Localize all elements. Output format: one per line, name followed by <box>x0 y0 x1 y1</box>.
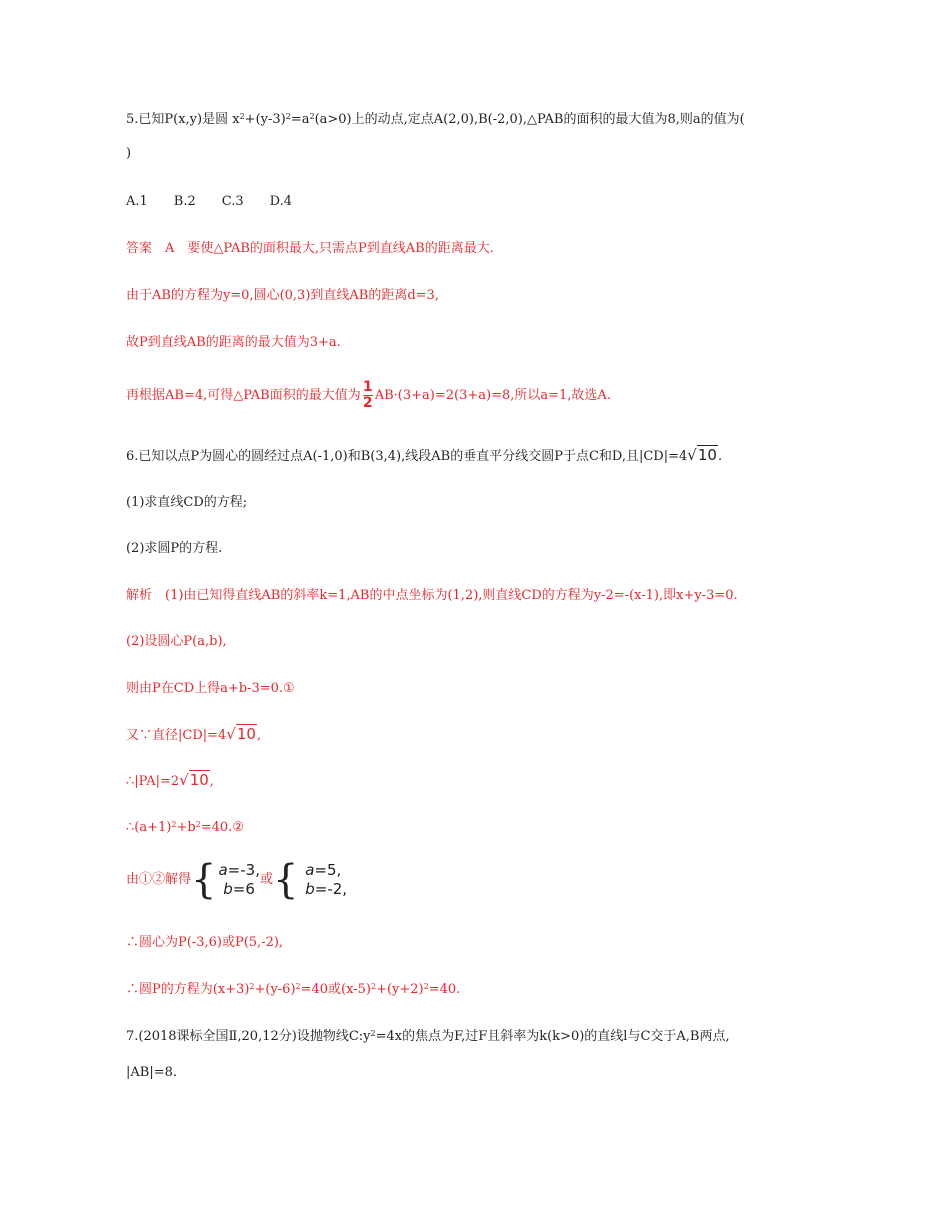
q6-solution-line-2: (2)设圆心P(a,b), <box>126 634 227 649</box>
exponent: 2 <box>295 982 301 991</box>
q6-solution-line-4-end: , <box>256 728 262 743</box>
fraction-numerator: 1 <box>362 379 373 395</box>
fraction-one-half <box>363 380 373 411</box>
q6-stem-text: 6.已知以点P为圆心的圆经过点A(-1,0)和B(3,4),线段AB的垂直平分线交圆P于点C和D,且|CD|=4 <box>126 449 688 464</box>
q6-solution-line-4 <box>126 725 261 745</box>
q6-solution-line-9-a: ∴圆P的方程为(x+3) <box>126 982 250 997</box>
sqrt-radical: √10 <box>226 725 256 743</box>
sqrt-radicand: 10 <box>697 446 717 464</box>
q5-option-b: B.2 <box>173 194 196 209</box>
q6-stem-end: . <box>717 449 723 464</box>
q5-stem-text-3: =a <box>290 112 310 127</box>
or-text: 或 <box>259 872 273 887</box>
q6-solution-line-6-a: ∴(a+1) <box>126 820 172 835</box>
sqrt-radicand: 10 <box>236 725 256 743</box>
q5-exponent-2: 2 <box>285 112 291 121</box>
q6-solution-line-1: 解析 (1)由已知得直线AB的斜率k=1,AB的中点坐标为(1,2),则直线CD的方程为y-2=-(x-1),即x+y-3=0. <box>126 588 738 603</box>
exponent: 2 <box>249 982 255 991</box>
fraction-denominator: 2 <box>362 395 373 411</box>
sqrt-radical: √10 <box>687 446 717 464</box>
q6-solution-line-5-text: ∴|PA|=2 <box>126 774 180 789</box>
q5-exponent-3: 2 <box>309 112 315 121</box>
exponent: 2 <box>370 982 377 991</box>
exponent: 2 <box>370 1029 376 1038</box>
q6-solution-line-6-b: +b <box>176 820 196 835</box>
left-brace: { <box>191 857 217 903</box>
q6-solution-line-6-c: =40.② <box>200 820 244 835</box>
q5-stem-text-1: 5.已知P(x,y)是圆 x <box>126 112 240 127</box>
q6-solution-line-7-text: 由①②解得 <box>126 872 192 887</box>
sqrt-radical: √10 <box>179 771 209 789</box>
q5-answer-line-4 <box>126 379 611 413</box>
q5-answer-line-4-pre: 再根据AB=4,可得△PAB面积的最大值为 <box>126 388 361 403</box>
q6-solution-line-9-c: =40或(x-5) <box>300 982 371 997</box>
q6-solution-line-9 <box>126 981 460 999</box>
q5-stem-continuation: ) <box>126 146 132 161</box>
q5-answer-line-1: 答案 A 要使△PAB的面积最大,只需点P到直线AB的距离最大. <box>126 241 494 256</box>
q5-stem-text-2: +(y-3) <box>244 112 286 127</box>
left-brace: { <box>272 857 299 903</box>
q7-stem-text-2: =4x的焦点为F,过F且斜率为k(k>0)的直线l与C交于A,B两点, <box>375 1029 730 1044</box>
q5-answer-line-2: 由于AB的方程为y=0,圆心(0,3)到直线AB的距离d=3, <box>126 288 439 303</box>
exponent: 2 <box>171 820 177 829</box>
exponent: 2 <box>195 820 201 829</box>
q7-stem-text-1: 7.(2018课标全国Ⅱ,20,12分)设抛物线C:y <box>126 1029 371 1044</box>
q5-answer-line-3: 故P到直线AB的距离的最大值为3+a. <box>126 335 341 350</box>
sqrt-radicand: 10 <box>189 771 209 789</box>
q6-part-1: (1)求直线CD的方程; <box>126 495 248 510</box>
q5-stem <box>126 111 745 129</box>
system-1-row-2: b=6 <box>223 880 255 898</box>
q6-solution-line-3: 则由P在CD上得a+b-3=0.① <box>126 681 295 696</box>
q5-answer-line-4-post: AB·(3+a)=2(3+a)=8,所以a=1,故选A. <box>374 388 611 403</box>
q7-stem <box>126 1028 730 1046</box>
system-2-row-1: a=5, <box>305 861 342 879</box>
q5-options <box>126 193 318 211</box>
q6-solution-line-9-e: =40. <box>428 982 461 997</box>
q7-stem-continuation: |AB|=8. <box>126 1065 177 1080</box>
exponent: 2 <box>423 982 429 991</box>
equation-system-1 <box>191 857 260 903</box>
q6-solution-line-6 <box>126 819 244 837</box>
q6-solution-line-5-end: , <box>209 774 214 789</box>
q5-exponent-1: 2 <box>239 112 245 121</box>
q5-stem-text-4: (a>0)上的动点,定点A(2,0),B(-2,0),△PAB的面积的最大值为8,则a的值为( <box>314 112 745 127</box>
q6-part-2: (2)求圆P的方程. <box>126 541 223 556</box>
q6-solution-line-8: ∴圆心为P(-3,6)或P(5,-2), <box>126 935 284 950</box>
q6-solution-line-7 <box>126 859 347 902</box>
q5-option-d: D.4 <box>269 194 293 209</box>
q6-solution-line-5 <box>126 771 214 791</box>
system-1-row-1: a=-3, <box>218 861 260 879</box>
q6-stem <box>126 446 722 466</box>
q5-option-c: C.3 <box>221 194 244 209</box>
q6-solution-line-9-d: +(y+2) <box>376 982 424 997</box>
q5-option-a: A.1 <box>126 194 148 209</box>
equation-system-2 <box>272 857 348 903</box>
q6-solution-line-4-text: 又∵直径|CD|=4 <box>126 728 227 743</box>
system-2-row-2: b=-2, <box>305 880 348 898</box>
q6-solution-line-9-b: +(y-6) <box>254 982 296 997</box>
